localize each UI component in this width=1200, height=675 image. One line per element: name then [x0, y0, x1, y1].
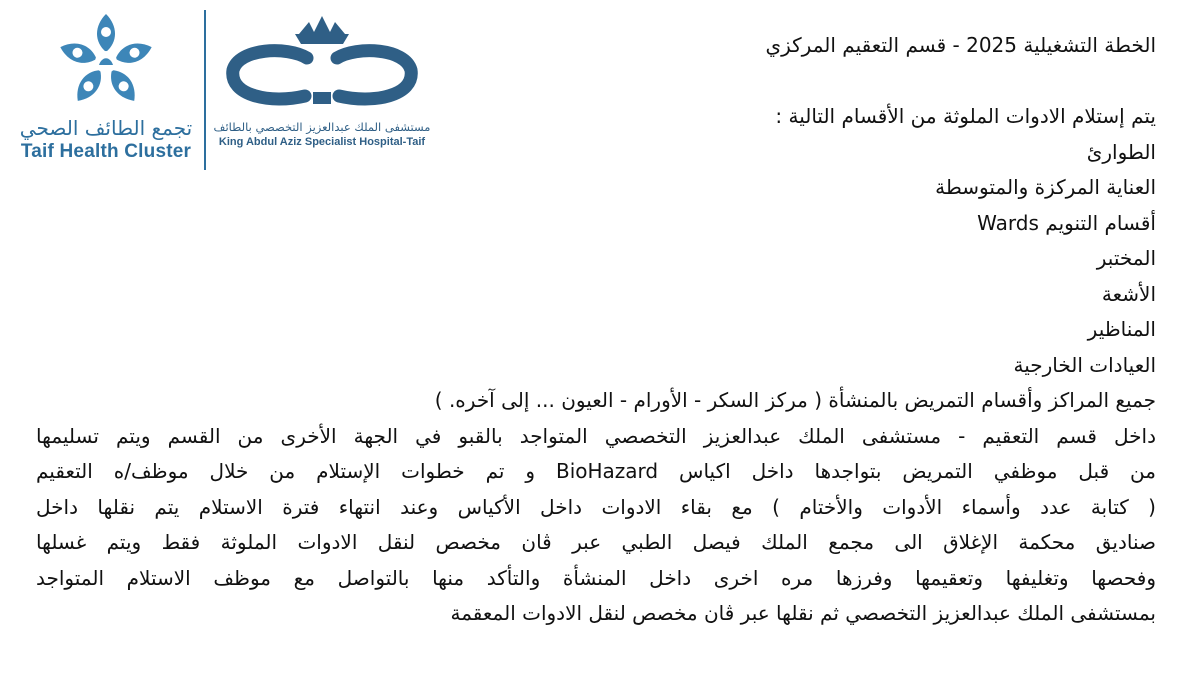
department-item: الأشعة: [1101, 281, 1156, 306]
cluster-name-english: Taif Health Cluster: [20, 141, 192, 162]
department-item: الطوارئ: [1086, 139, 1156, 164]
hospital-name-arabic: مستشفى الملك عبدالعزيز التخصصي بالطائف: [213, 120, 431, 134]
paragraph-line: داخل قسم التعقيم - مستشفى الملك عبدالعزيز التخصصي المتواجد بالقبو في الجهة الأخرى من القسم ويتم تسليمها: [36, 423, 1156, 448]
cluster-name-arabic: تجمع الطائف الصحي: [19, 116, 193, 140]
paragraph-line: صناديق محكمة الإغلاق الى مجمع الملك فيصل الطبي عبر ڤان مخصص لنقل الادوات الملوثة فقط ويتم غسلها: [36, 530, 1156, 554]
department-item: جميع المراكز وأقسام التمريض بالمنشأة ( مركز السكر - الأورام - العيون ... إلى آخره. ): [434, 388, 1156, 412]
department-item: العيادات الخارجية: [1013, 352, 1156, 377]
paragraph-line: وفحصها وتغليفها وتعقيمها وفرزها مره اخرى داخل المنشأة والتأكد منها بالتواصل مع موظف الاستلام المتواجد: [36, 565, 1156, 590]
paragraph-line: بمستشفى الملك عبدالعزيز التخصصي ثم نقلها عبر ڤان مخصص لنقل الادوات المعقمة: [450, 601, 1156, 625]
department-item: أقسام التنويم Wards: [977, 210, 1156, 235]
departments-list: [36, 135, 1156, 419]
department-item: المناظير: [1087, 317, 1156, 341]
document-body: [36, 28, 1156, 632]
document-title: الخطة التشغيلية 2025 - قسم التعقيم المركزي: [765, 33, 1156, 57]
department-item: المختبر: [1096, 246, 1156, 270]
department-item: العناية المركزة والمتوسطة: [935, 175, 1156, 199]
paragraph-line: من قبل موظفي التمريض بتواجدها داخل اكياس BioHazard و تم خطوات الإستلام من خلال موظف/ه التعقيم: [36, 459, 1156, 483]
paragraph-line: ( كتابة عدد وأسماء الأدوات والأختام ) مع بقاء الادوات داخل الأكياس وعند انتهاء فترة الاستلام يتم نقلها داخل: [36, 494, 1156, 519]
intro-line: يتم إستلام الادوات الملوثة من الأقسام التالية :: [775, 104, 1156, 128]
procedure-paragraph: [36, 419, 1156, 632]
hospital-name-english: King Abdul Aziz Specialist Hospital-Taif: [218, 136, 426, 148]
